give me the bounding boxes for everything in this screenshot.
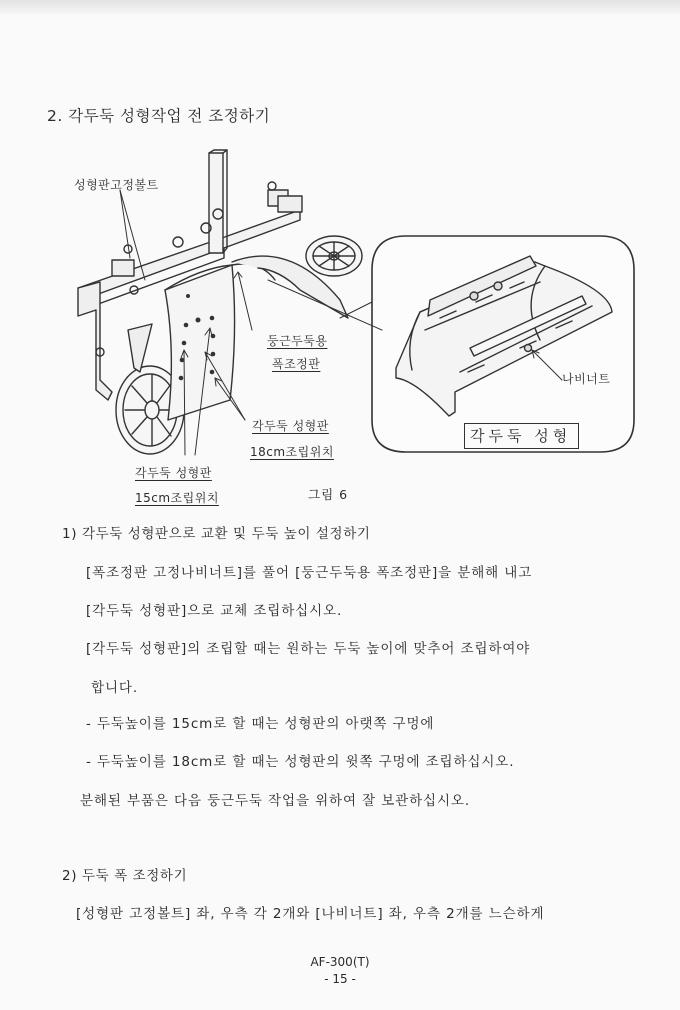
section1-line: - 두둑높이를 18cm로 할 때는 성형판의 윗쪽 구멍에 조립하십시오. (86, 754, 515, 770)
label-width-plate-line1: 둥근두둑용 (267, 334, 328, 348)
footer-page-number: - 15 - (324, 972, 356, 986)
footer-model: AF-300(T) (310, 955, 370, 969)
label-pos18-line1: 각두둑 성형판 (252, 419, 329, 433)
section1-line: 합니다. (91, 680, 139, 696)
label-wing-nut: 나비너트 (562, 372, 611, 386)
section1-title: 1) 각두둑 성형판으로 교환 및 두둑 높이 설정하기 (62, 526, 371, 542)
section1-line: [각두둑 성형판]의 조립할 때는 원하는 두둑 높이에 맞추어 조립하여야 (86, 641, 531, 657)
inset-title-box: 각두둑 성형 (464, 423, 579, 449)
section2-title: 2) 두둑 폭 조정하기 (62, 868, 188, 884)
label-pos18-line2: 18cm조립위치 (250, 445, 334, 459)
section1-line: [폭조정판 고정나비너트]를 풀어 [둥근두둑용 폭조정판]을 분해해 내고 (86, 565, 533, 581)
figure-illustration (0, 140, 680, 510)
section1-line: [각두둑 성형판]으로 교체 조립하십시오. (86, 603, 343, 619)
section1-line: 분해된 부품은 다음 둥근두둑 작업을 위하여 잘 보관하십시오. (80, 793, 471, 809)
section2-line: [성형판 고정볼트] 좌, 우측 각 2개와 [나비너트] 좌, 우측 2개를 느슨하게 (76, 906, 545, 922)
label-width-plate-line2: 폭조정판 (272, 357, 321, 371)
label-pos15-line2: 15cm조립위치 (135, 491, 219, 505)
figure-caption: 그림 6 (308, 487, 349, 502)
label-pos15-line1: 각두둑 성형판 (135, 466, 212, 480)
section-heading: 2. 각두둑 성형작업 전 조정하기 (47, 107, 271, 125)
section1-line: - 두둑높이를 15cm로 할 때는 성형판의 아랫쪽 구멍에 (86, 716, 435, 732)
scan-edge (0, 0, 680, 14)
label-fixing-bolt: 성형판고정볼트 (74, 178, 159, 192)
